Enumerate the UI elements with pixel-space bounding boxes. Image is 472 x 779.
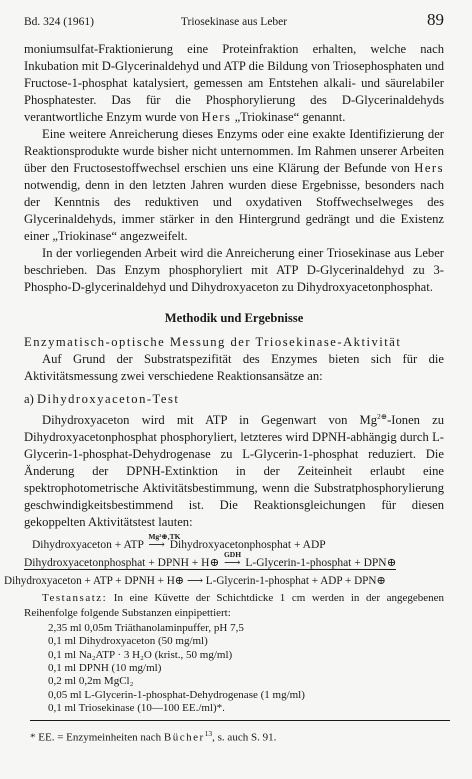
test-setup-label: Testansatz: (42, 592, 108, 605)
methods-paragraph-1: Auf Grund der Substratspezifität des Enzymes bieten sich für die Aktivitätsmessung zwei verschiedene Reaktionsansätze an: (24, 352, 444, 383)
list-item: 0,05 ml L-Glycerin-1-phosphat-Dehydrogenase (1 mg/ml) (48, 688, 305, 701)
author-name: Bücher (163, 731, 205, 744)
methods-paragraph-2: Dihydroxyaceton wird mit ATP in Gegenwart von $Mg^{2\oplus}$-Ionen zu Dihydroxyacetonphosphat phosphoryliert, letzteres wird DPNH-abhängig durch L-Glycerin-1-phosphat-Dehydrogenase zu L-Glycerin-1-phosphat reduziert. Die Änderung der DPNH-Extinktion in der Zeiteinheit erlaubt eine spektrophotometrische Aktivitätsbestimmung, wenn die Substratphosphorylierung geschwindigkeitsbestimmend ist. Die Reaktionsgleichungen für diesen gekoppelten Aktivitätstest lauten: (24, 412, 445, 530)
list-item: 0,1 ml Triosekinase (10—100 EE./ml)*. (48, 701, 225, 714)
list-item: 0,1 ml Na₂ATP · 3 H₂O (krist., 50 mg/ml) (48, 648, 233, 661)
author-name: Hers (414, 161, 444, 175)
author-name: Hers (201, 110, 232, 124)
volume-info: Bd. 324 (1961) (24, 16, 94, 28)
section-heading: Methodik und Ergebnisse (164, 311, 304, 325)
section-subheading: Enzymatisch-optische Messung der Triosekinase-Aktivität (24, 335, 402, 349)
list-item: 0,1 ml DPNH (10 mg/ml) (48, 662, 162, 675)
equation-2: Dihydroxyacetonphosphat + DPNH + H⊕ GDH ⟶ L-Glycerin-1-phosphat + DPN⊕ (24, 555, 444, 573)
list-item: 0,1 ml Dihydroxyaceton (50 mg/ml) (48, 635, 208, 648)
running-title: Triosekinase aus Leber (180, 16, 288, 28)
test-setup: Testansatz: In eine Küvette der Schichtdicke 1 cm werden in der angegebenen Reihenfolge folgende Substanzen einpipettiert: 2,35 ml 0,05m Triäthanolaminpuffer, pH 7,5 0,1 ml Dihydroxyaceton (50 mg/ml) 0,1 ml Na₂ATP · 3 H₂O (krist., 50 mg/ml) 0,1 ml DPNH (10 mg/ml) 0,2 ml 0,2m MgCl₂ 0,05 ml L-Glycerin-1-phosphat-Dehydrogenase (1 mg/ml) 0,1 ml Triosekinase (10—100 EE./ml)*. (24, 592, 444, 714)
reaction-arrow: GDH ⟶ (223, 550, 242, 570)
intro-paragraph-1: moniumsulfat-Fraktionierung eine Proteinfraktion erhalten, welche nach Inkubation mit D-Glycerinaldehyd und ATP die Bildung von Triosephosphaten und Fructose-1-phosphat katalysiert, gemessen am Entstehen alkali- und säurelabiler Phosphatester. Das für die Phosphorylierung des D-Glycerinaldehyds verantwortliche Enzym wurde von Hers „Triokinase“ genannt. (24, 42, 444, 124)
page-number: 89 (427, 10, 444, 29)
running-header (24, 10, 444, 32)
reaction-equations (4, 532, 444, 591)
subsection-title: a) Dihydroxyaceton-Test (24, 392, 180, 406)
footnote: * EE. = Enzymeinheiten nach Bücher$^{13}$, s. auch S. 91. (30, 720, 450, 747)
reagent-list (48, 622, 444, 715)
intro-paragraph-3: In der vorliegenden Arbeit wird die Anreicherung einer Triosekinase aus Leber beschrieben. Das Enzym phosphoryliert mit ATP D-Glycerinaldehyd zu 3-Phospho-D-glycerinaldehyd und Dihydroxyaceton zu Dihydroxyacetonphosphat. (24, 246, 444, 294)
list-item: 2,35 ml 0,05m Triäthanolaminpuffer, pH 7,5 (48, 622, 244, 635)
intro-paragraph-2: Eine weitere Anreicherung dieses Enzyms oder eine exakte Identifizierung der Reaktionsprodukte wurde bisher nicht unternommen. Im Rahmen unserer Arbeiten über den Fructosestoffwechsel erschien uns eine Klärung der Befunde von Hers notwendig, denn in den letzten Jahren wurden diese Ergebnisse, besonders nach der Kenntnis des reduktiven und oxydativen Stoffwechselweges des Glycerinaldehyds, immer stärker in den Hintergrund gedrängt und die Existenz einer „Triokinase“ angezweifelt. (24, 127, 444, 243)
body-text (4, 41, 445, 747)
equation-sum: Dihydroxyaceton + ATP + DPNH + H⊕ ⟶ L-Glycerin-1-phosphat + ADP + DPN⊕ (4, 575, 386, 588)
equation-1: Dihydroxyaceton + ATP Mg²⊕,TK ⟶ Dihydroxyacetonphosphat + ADP (24, 537, 444, 555)
reaction-arrow: Mg²⊕,TK ⟶ (148, 532, 181, 552)
list-item: 0,2 ml 0,2m MgCl₂ (48, 675, 134, 688)
